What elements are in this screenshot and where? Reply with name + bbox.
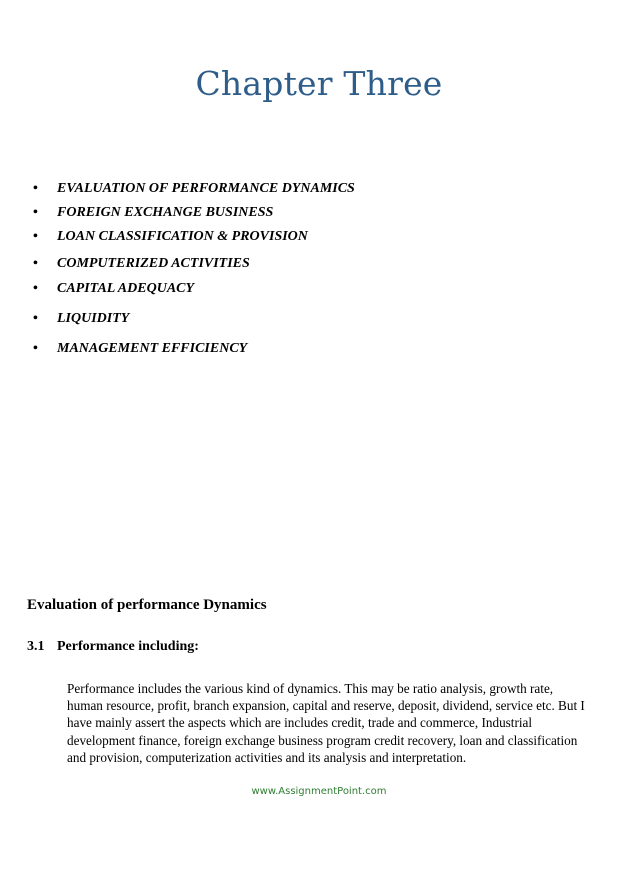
topic-item <box>33 227 308 247</box>
bullet-icon: • <box>33 229 38 244</box>
bullet-icon: • <box>33 205 38 220</box>
bullet-icon: • <box>33 311 38 326</box>
topic-item <box>33 279 194 299</box>
topic-item <box>33 254 250 274</box>
topic-item <box>33 309 129 329</box>
topic-item <box>33 203 273 223</box>
body-paragraph <box>67 680 635 766</box>
paragraph-line: development finance, foreign exchange business program credit recovery, loan and classification <box>67 732 578 748</box>
paragraph-line: Performance includes the various kind of dynamics. This may be ratio analysis, growth rate, <box>67 681 554 696</box>
bullet-icon: • <box>33 181 38 196</box>
topic-label: LOAN CLASSIFICATION & PROVISION <box>57 229 308 244</box>
bullet-icon: • <box>33 256 38 271</box>
bullet-icon: • <box>33 281 38 296</box>
footer-link[interactable]: www.AssignmentPoint.com <box>251 786 387 797</box>
topic-label: MANAGEMENT EFFICIENCY <box>57 341 248 356</box>
topic-label: EVALUATION OF PERFORMANCE DYNAMICS <box>57 181 355 196</box>
topic-item <box>33 179 355 199</box>
topic-item <box>33 339 247 359</box>
paragraph-line: have mainly assert the aspects which are includes credit, trade and commerce, Industrial <box>67 715 533 731</box>
subsection-heading <box>27 639 199 655</box>
topic-label: CAPITAL ADEQUACY <box>57 281 195 296</box>
subsection-number: 3.1 <box>27 639 45 654</box>
topic-label: LIQUIDITY <box>57 311 130 326</box>
section-heading: Evaluation of performance Dynamics <box>27 597 267 613</box>
paragraph-line: and provision, computerization activities and its analysis and interpretation. <box>67 749 467 765</box>
paragraph-line: human resource, profit, branch expansion, capital and reserve, deposit, dividend, service etc. But I <box>67 698 585 714</box>
bullet-icon: • <box>33 341 38 356</box>
chapter-title: Chapter Three <box>195 64 443 103</box>
subsection-title: Performance including: <box>57 639 199 654</box>
topic-label: FOREIGN EXCHANGE BUSINESS <box>57 205 274 220</box>
topic-label: COMPUTERIZED ACTIVITIES <box>57 256 250 271</box>
